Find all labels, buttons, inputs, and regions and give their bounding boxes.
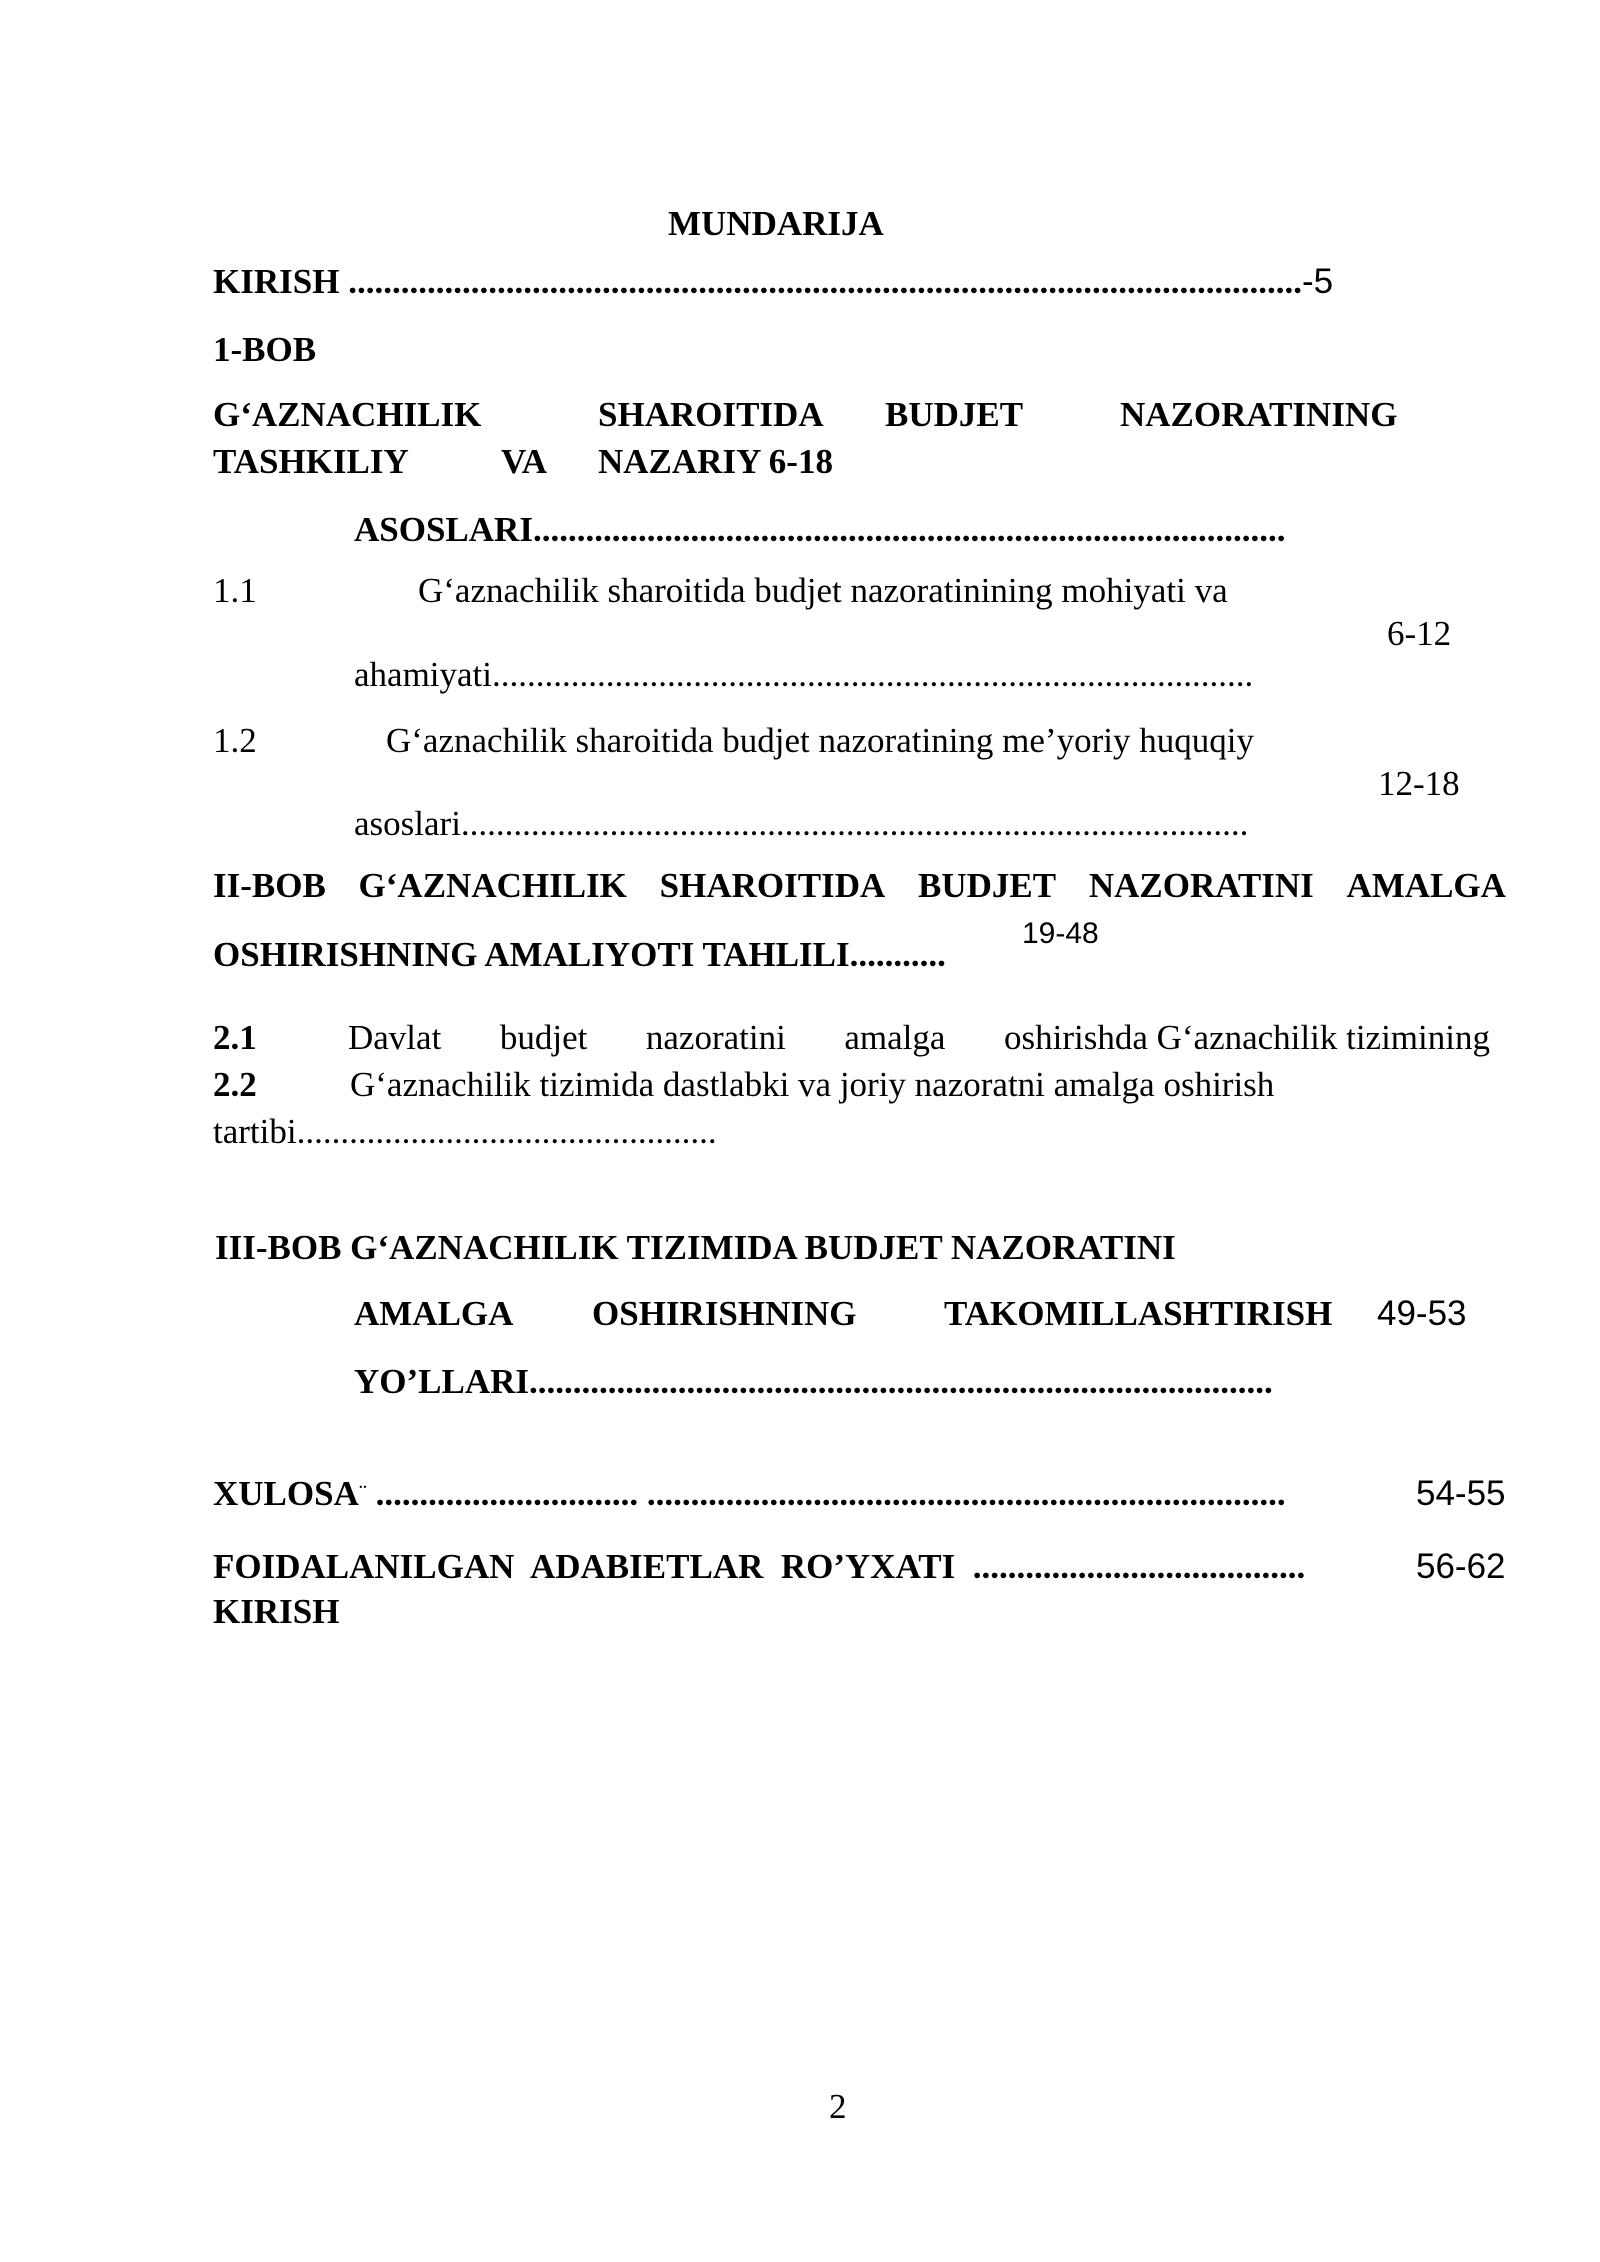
- title-word: VA: [501, 442, 548, 481]
- page-ref: 54-55: [1416, 1474, 1506, 1513]
- title-word: G‘AZNACHILIK: [213, 395, 482, 434]
- chapter-3-title-line3: YO’LLARI.....................................................................................: [354, 1362, 1273, 1401]
- toc-entry-kirish[interactable]: [213, 262, 1333, 302]
- toc-entry-2-2-cont: tartibi................................................: [213, 1112, 717, 1151]
- title-word: II-BOB: [213, 866, 326, 905]
- title-word: NAZORATINING: [1120, 395, 1398, 434]
- title-word: SHAROITIDA: [659, 866, 886, 905]
- chapter-1-title-line3: ASOSLARI......................................................................................: [354, 510, 1286, 549]
- toc-entry-1-1-cont: ahamiyati.......................................................................................: [354, 655, 1254, 694]
- toc-entry-xulosa[interactable]: [213, 1474, 1286, 1514]
- title-word: SHAROITIDA: [598, 395, 824, 434]
- chapter-2-title-line2: OSHIRISHNING AMALIYOTI TAHLILI...........: [213, 935, 946, 974]
- toc-entry-2-1[interactable]: [348, 1018, 1490, 1058]
- entry-word: budjet: [499, 1018, 588, 1057]
- kirish-heading: KIRISH: [213, 1592, 340, 1631]
- entry-word: Davlat: [348, 1018, 442, 1057]
- section-number: 1.1: [213, 571, 257, 610]
- page-ref: 12-18: [1378, 764, 1460, 803]
- page-number: 2: [829, 2087, 847, 2126]
- chapter-3-title-line1[interactable]: III-BOB G‘AZNACHILIK TIZIMIDA BUDJET NAZORATINI: [215, 1228, 1176, 1267]
- toc-entry-1-2[interactable]: G‘aznachilik sharoitida budjet nazoratining me’yoriy huquqiy: [386, 721, 1254, 760]
- entry-label: KIRISH: [213, 262, 340, 301]
- toc-entry-references[interactable]: FOIDALANILGAN ADABIETLAR RO’YXATI ......................................: [213, 1547, 1306, 1586]
- page-ref: 49-53: [1377, 1294, 1467, 1333]
- section-number: 2.2: [213, 1065, 257, 1104]
- toc-entry-2-2[interactable]: G‘aznachilik tizimida dastlabki va joriy nazoratni amalga oshirish: [350, 1065, 1275, 1104]
- chapter-1-heading: 1-BOB: [213, 330, 317, 369]
- entry-label: XULOSA: [213, 1474, 359, 1513]
- toc-entry-1-1[interactable]: G‘aznachilik sharoitida budjet nazoratinining mohiyati va: [418, 571, 1228, 610]
- footnote-mark: ¨: [358, 1481, 367, 1507]
- leader-dots: .............................................................................................................: [348, 262, 1302, 301]
- entry-word: amalga: [844, 1018, 946, 1057]
- page-ref: 6-12: [1387, 614, 1452, 653]
- title-word: NAZORATINI: [1088, 866, 1314, 905]
- title-word: BUDJET: [918, 866, 1057, 905]
- section-number: 2.1: [213, 1018, 257, 1057]
- section-number: 1.2: [213, 721, 257, 760]
- title-word: TAKOMILLASHTIRISH: [944, 1294, 1333, 1333]
- toc-entry-1-2-cont: asoslari..........................................................................................: [354, 804, 1249, 843]
- title-word: NAZARIY 6-18: [598, 442, 833, 481]
- title-word: TASHKILIY: [213, 442, 409, 481]
- toc-title: MUNDARIJA: [668, 204, 884, 243]
- title-word: OSHIRISHNING: [592, 1294, 857, 1333]
- page-ref: -5: [1301, 262, 1334, 301]
- leader-dots: .............................. .........................................................................: [366, 1474, 1286, 1513]
- page-ref: 56-62: [1416, 1547, 1506, 1586]
- chapter-2-title-line1[interactable]: [213, 866, 1506, 906]
- title-word: BUDJET: [885, 395, 1024, 434]
- title-word: AMALGA: [354, 1294, 514, 1333]
- entry-word: nazoratini: [645, 1018, 786, 1057]
- entry-word: oshirishda G‘aznachilik tizimining: [1003, 1018, 1490, 1057]
- title-word: G‘AZNACHILIK: [358, 866, 627, 905]
- title-word: AMALGA: [1346, 866, 1506, 905]
- page-ref: 19-48: [1022, 917, 1099, 950]
